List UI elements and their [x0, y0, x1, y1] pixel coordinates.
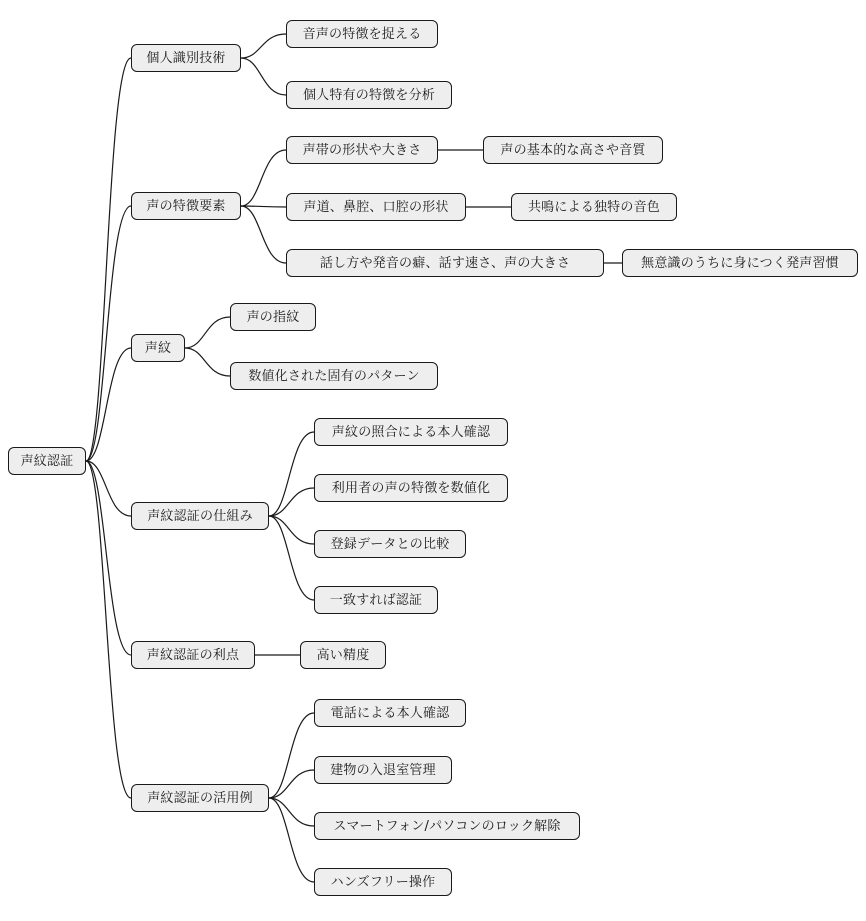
mindmap-node[interactable]: 声の特徴要素	[131, 192, 241, 220]
mindmap-node[interactable]: 無意識のうちに身につく発声習慣	[622, 249, 858, 277]
mindmap-node[interactable]: 建物の入退室管理	[314, 756, 452, 784]
mindmap-node[interactable]: 声の基本的な高さや音質	[483, 136, 663, 164]
mindmap-node[interactable]: 音声の特徴を捉える	[286, 20, 438, 48]
mindmap-edge	[185, 317, 230, 348]
mindmap-node[interactable]: 利用者の声の特徴を数値化	[314, 474, 508, 502]
mindmap-edge	[241, 206, 286, 263]
mindmap-edge	[269, 798, 314, 882]
mindmap-edge	[269, 713, 314, 798]
mindmap-node[interactable]: 声帯の形状や大きさ	[286, 136, 438, 164]
mindmap-root-node[interactable]: 声紋認証	[8, 447, 86, 475]
mindmap-edge	[241, 150, 286, 206]
mindmap-edge	[241, 34, 286, 58]
mindmap-edge	[185, 348, 230, 376]
mindmap-edge	[269, 488, 314, 516]
mindmap-edge	[86, 58, 131, 461]
mindmap-node[interactable]: 個人特有の特徴を分析	[286, 81, 452, 109]
mindmap-node[interactable]: 声紋の照合による本人確認	[314, 418, 508, 446]
mindmap-node[interactable]: 声紋認証の活用例	[131, 784, 269, 812]
mindmap-node[interactable]: 共鳴による独特の音色	[511, 193, 677, 221]
mindmap-edge	[269, 432, 314, 516]
mindmap-edge	[269, 798, 314, 826]
mindmap-edge	[241, 206, 286, 207]
mindmap-node[interactable]: 電話による本人確認	[314, 699, 466, 727]
mindmap-node[interactable]: 声紋認証の利点	[131, 641, 255, 669]
mindmap-edge	[269, 770, 314, 798]
mindmap-node[interactable]: 登録データとの比較	[314, 530, 466, 558]
mindmap-node[interactable]: 個人識別技術	[131, 44, 241, 72]
mindmap-node[interactable]: 高い精度	[300, 641, 386, 669]
mindmap-edge	[269, 516, 314, 600]
mindmap-edge	[241, 58, 286, 95]
mindmap-node[interactable]: 声の指紋	[230, 303, 316, 331]
mindmap-node[interactable]: 話し方や発音の癖、話す速さ、声の大きさ	[286, 249, 604, 277]
mindmap-node[interactable]: 一致すれば認証	[314, 586, 438, 614]
mindmap-node[interactable]: 声紋	[131, 334, 185, 362]
mindmap-edge	[86, 461, 131, 516]
mindmap-node[interactable]: スマートフォン/パソコンのロック解除	[314, 812, 580, 840]
mindmap-edge	[86, 348, 131, 461]
mindmap-node[interactable]: ハンズフリー操作	[314, 868, 452, 896]
mindmap-edge	[269, 516, 314, 544]
mindmap-node[interactable]: 数値化された固有のパターン	[230, 362, 438, 390]
mindmap-node[interactable]: 声道、鼻腔、口腔の形状	[286, 193, 466, 221]
mindmap-node[interactable]: 声紋認証の仕組み	[131, 502, 269, 530]
mindmap-edge	[86, 461, 131, 655]
mindmap-edge	[86, 206, 131, 461]
mindmap-edge	[86, 461, 131, 798]
